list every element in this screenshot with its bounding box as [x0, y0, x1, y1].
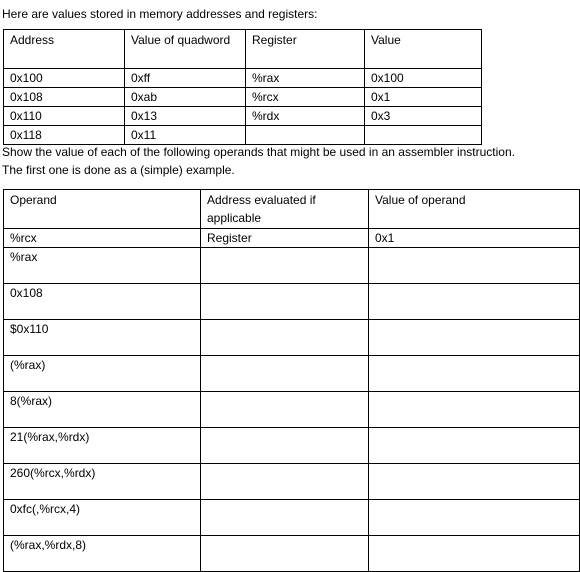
address-evaluated-cell[interactable]	[201, 248, 369, 284]
table-row	[4, 428, 580, 464]
register-value-cell: 0x3	[365, 107, 482, 126]
register-value-cell	[365, 126, 482, 145]
operand-cell: %rax	[4, 248, 201, 284]
table-row	[4, 356, 580, 392]
operand-value-cell[interactable]	[369, 356, 580, 392]
table-row	[4, 69, 482, 88]
address-evaluated-cell: Register	[201, 229, 369, 248]
operand-cell: (%rax,%rdx,8)	[4, 536, 201, 572]
table-row	[4, 464, 580, 500]
operand-value-cell[interactable]	[369, 428, 580, 464]
address-evaluated-cell[interactable]	[201, 536, 369, 572]
register-cell	[246, 126, 365, 145]
register-cell: %rax	[246, 69, 365, 88]
intro-paragraph: Here are values stored in memory addresses and registers:	[2, 7, 318, 21]
operand-cell: 260(%rcx,%rdx)	[4, 464, 201, 500]
operand-value-cell[interactable]	[369, 464, 580, 500]
address-evaluated-cell[interactable]	[201, 356, 369, 392]
address-evaluated-cell[interactable]	[201, 428, 369, 464]
address-evaluated-cell[interactable]	[201, 284, 369, 320]
header-value: Value	[365, 30, 482, 69]
header-value-of-operand: Value of operand	[369, 190, 580, 229]
header-address: Address	[4, 30, 125, 69]
table-header-row	[4, 30, 482, 69]
operand-cell: (%rax)	[4, 356, 201, 392]
operand-cell: 21(%rax,%rdx)	[4, 428, 201, 464]
operand-value-cell[interactable]	[369, 284, 580, 320]
table-header-row	[4, 190, 580, 229]
address-evaluated-cell[interactable]	[201, 320, 369, 356]
quadword-value-cell: 0x13	[125, 107, 246, 126]
table-row	[4, 126, 482, 145]
header-operand: Operand	[4, 190, 201, 229]
operand-table	[3, 189, 580, 572]
address-cell: 0x108	[4, 88, 125, 107]
table-row	[4, 320, 580, 356]
address-cell: 0x118	[4, 126, 125, 145]
operand-cell: %rcx	[4, 229, 201, 248]
instruction-paragraph: The first one is done as a (simple) example.	[2, 163, 235, 177]
table-row	[4, 248, 580, 284]
register-cell: %rdx	[246, 107, 365, 126]
operand-value-cell[interactable]	[369, 500, 580, 536]
address-evaluated-cell[interactable]	[201, 464, 369, 500]
quadword-value-cell: 0xab	[125, 88, 246, 107]
address-evaluated-cell[interactable]	[201, 392, 369, 428]
register-cell: %rcx	[246, 88, 365, 107]
address-cell: 0x100	[4, 69, 125, 88]
operand-value-cell[interactable]	[369, 392, 580, 428]
table-row	[4, 392, 580, 428]
table-row	[4, 500, 580, 536]
address-cell: 0x110	[4, 107, 125, 126]
operand-cell: 8(%rax)	[4, 392, 201, 428]
header-register: Register	[246, 30, 365, 69]
quadword-value-cell: 0xff	[125, 69, 246, 88]
table-row	[4, 229, 580, 248]
table-row	[4, 536, 580, 572]
operand-cell: 0xfc(,%rcx,4)	[4, 500, 201, 536]
register-value-cell: 0x100	[365, 69, 482, 88]
header-address-evaluated: Address evaluated if applicable	[201, 190, 369, 229]
operand-value-cell[interactable]	[369, 248, 580, 284]
operand-value-cell: 0x1	[369, 229, 580, 248]
operand-cell: $0x110	[4, 320, 201, 356]
address-evaluated-cell[interactable]	[201, 500, 369, 536]
header-value-of-quadword: Value of quadword	[125, 30, 246, 69]
operand-cell: 0x108	[4, 284, 201, 320]
table-row	[4, 88, 482, 107]
operand-value-cell[interactable]	[369, 320, 580, 356]
instruction-paragraph: Show the value of each of the following operands that might be used in an assembler instruction.	[2, 145, 515, 159]
quadword-value-cell: 0x11	[125, 126, 246, 145]
operand-value-cell[interactable]	[369, 536, 580, 572]
register-value-cell: 0x1	[365, 88, 482, 107]
table-row	[4, 284, 580, 320]
memory-register-table	[3, 29, 482, 145]
table-row	[4, 107, 482, 126]
